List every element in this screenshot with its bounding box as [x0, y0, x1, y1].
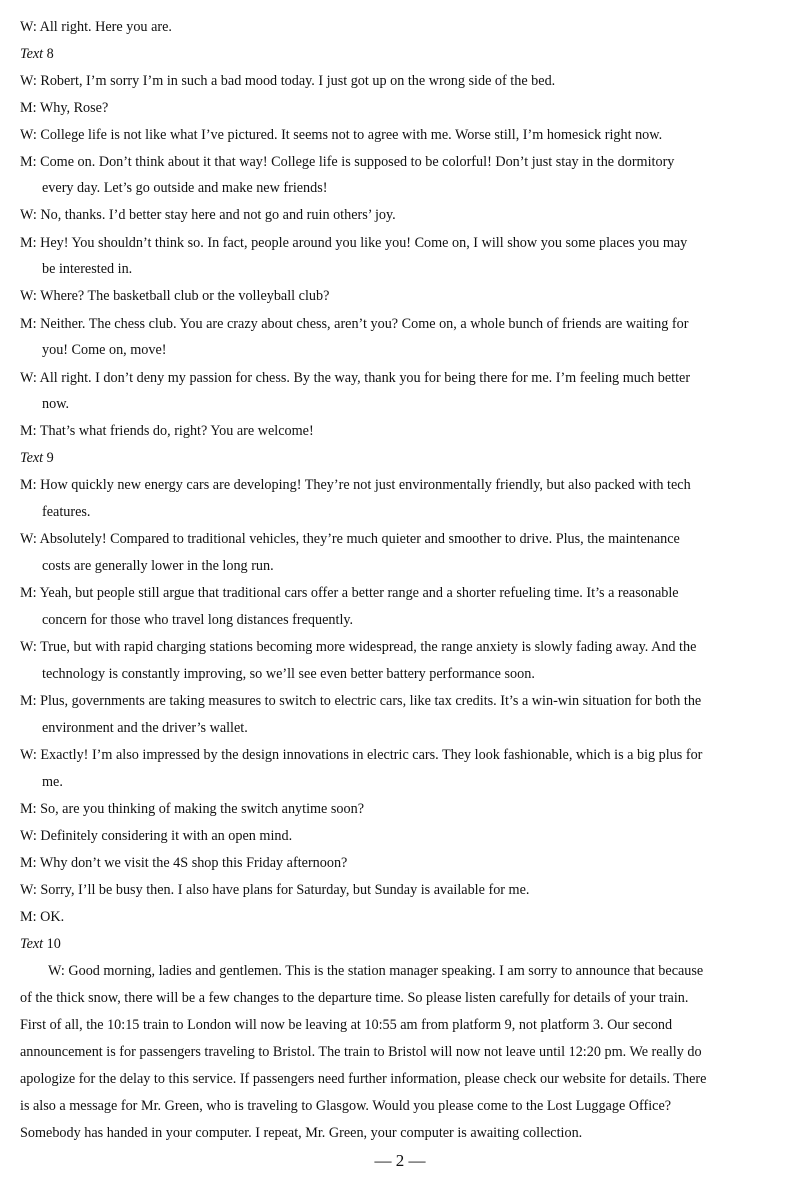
- dialogue-continuation: now.: [42, 396, 70, 412]
- announcement-line: Somebody has handed in your computer. I repeat, Mr. Green, your computer is awaiting collection.: [20, 1125, 583, 1141]
- dialogue-continuation: every day. Let’s go outside and make new friends!: [42, 180, 328, 196]
- dialogue-line: W: Exactly! I’m also impressed by the design innovations in electric cars. They look fashionable, which is a big plus for: [20, 747, 703, 763]
- dialogue-line: W: All right. Here you are.: [20, 19, 172, 35]
- dialogue-line: M: OK.: [20, 909, 65, 925]
- section-heading-text-8: Text 8: [20, 46, 54, 62]
- dialogue-continuation: be interested in.: [42, 261, 133, 277]
- dialogue-line: W: Robert, I’m sorry I’m in such a bad mood today. I just got up on the wrong side of the bed.: [20, 73, 556, 89]
- dialogue-line: W: Where? The basketball club or the volleyball club?: [20, 288, 330, 304]
- dialogue-line: W: Absolutely! Compared to traditional vehicles, they’re much quieter and smoother to drive. Plus, the maintenance: [20, 531, 680, 547]
- dialogue-continuation: me.: [42, 774, 63, 790]
- announcement-line: First of all, the 10:15 train to London will now be leaving at 10:55 am from platform 9, not platform 3. Our second: [20, 1017, 673, 1033]
- section-number: 9: [46, 450, 54, 466]
- dialogue-continuation: technology is constantly improving, so we’ll see even better battery performance soon.: [42, 666, 535, 682]
- section-number: 8: [46, 46, 54, 62]
- announcement-line: is also a message for Mr. Green, who is traveling to Glasgow. Would you please come to the Lost Luggage Office?: [20, 1098, 672, 1114]
- announcement-line: of the thick snow, there will be a few changes to the departure time. So please listen carefully for details of your train.: [20, 990, 689, 1006]
- dialogue-continuation: you! Come on, move!: [42, 342, 167, 358]
- section-number: 10: [46, 936, 61, 952]
- dialogue-line: W: All right. I don’t deny my passion for chess. By the way, thank you for being there for me. I’m feeling much better: [20, 370, 691, 386]
- dialogue-line: M: Plus, governments are taking measures to switch to electric cars, like tax credits. It’s a win-win situation for both the: [20, 693, 702, 709]
- dialogue-line: M: Why, Rose?: [20, 100, 109, 116]
- dialogue-line: M: Come on. Don’t think about it that way! College life is supposed to be colorful! Don’t just stay in the dormitory: [20, 154, 675, 170]
- dialogue-line: W: True, but with rapid charging stations becoming more widespread, the range anxiety is slowly fading away. And the: [20, 639, 697, 655]
- dialogue-continuation: concern for those who travel long distances frequently.: [42, 612, 354, 628]
- dialogue-line: W: Definitely considering it with an open mind.: [20, 828, 293, 844]
- announcement-line: announcement is for passengers traveling to Bristol. The train to Bristol will now not leave until 12:20 pm. We really do: [20, 1044, 702, 1060]
- dialogue-continuation: environment and the driver’s wallet.: [42, 720, 248, 736]
- dialogue-line: M: Hey! You shouldn’t think so. In fact, people around you like you! Come on, I will show you some places you may: [20, 235, 688, 251]
- section-heading-text-9: Text 9: [20, 450, 54, 466]
- page-number: — 2 —: [374, 1151, 426, 1170]
- dialogue-line: M: How quickly new energy cars are developing! They’re not just environmentally friendly, but also packed with tech: [20, 477, 691, 493]
- section-heading-text-10: Text 10: [20, 936, 61, 952]
- dialogue-line: W: No, thanks. I’d better stay here and not go and ruin others’ joy.: [20, 207, 396, 223]
- dialogue-line: M: Why don’t we visit the 4S shop this Friday afternoon?: [20, 855, 348, 871]
- dialogue-line: W: College life is not like what I’ve pictured. It seems not to agree with me. Worse still, I’m homesick right now.: [20, 127, 663, 143]
- dialogue-line: W: Sorry, I’ll be busy then. I also have plans for Saturday, but Sunday is available for me.: [20, 882, 530, 898]
- announcement-line: W: Good morning, ladies and gentlemen. This is the station manager speaking. I am sorry to announce that because: [48, 963, 704, 979]
- announcement-line: apologize for the delay to this service. If passengers need further information, please check our website for details. There: [20, 1071, 707, 1087]
- dialogue-line: M: So, are you thinking of making the switch anytime soon?: [20, 801, 364, 817]
- dialogue-line: M: That’s what friends do, right? You are welcome!: [20, 423, 314, 439]
- dialogue-continuation: costs are generally lower in the long run.: [42, 558, 274, 574]
- dialogue-line: M: Yeah, but people still argue that traditional cars offer a better range and a shorter refueling time. It’s a reasonable: [20, 585, 679, 601]
- dialogue-line: M: Neither. The chess club. You are crazy about chess, aren’t you? Come on, a whole bunch of friends are waiting for: [20, 316, 689, 332]
- dialogue-continuation: features.: [42, 504, 91, 520]
